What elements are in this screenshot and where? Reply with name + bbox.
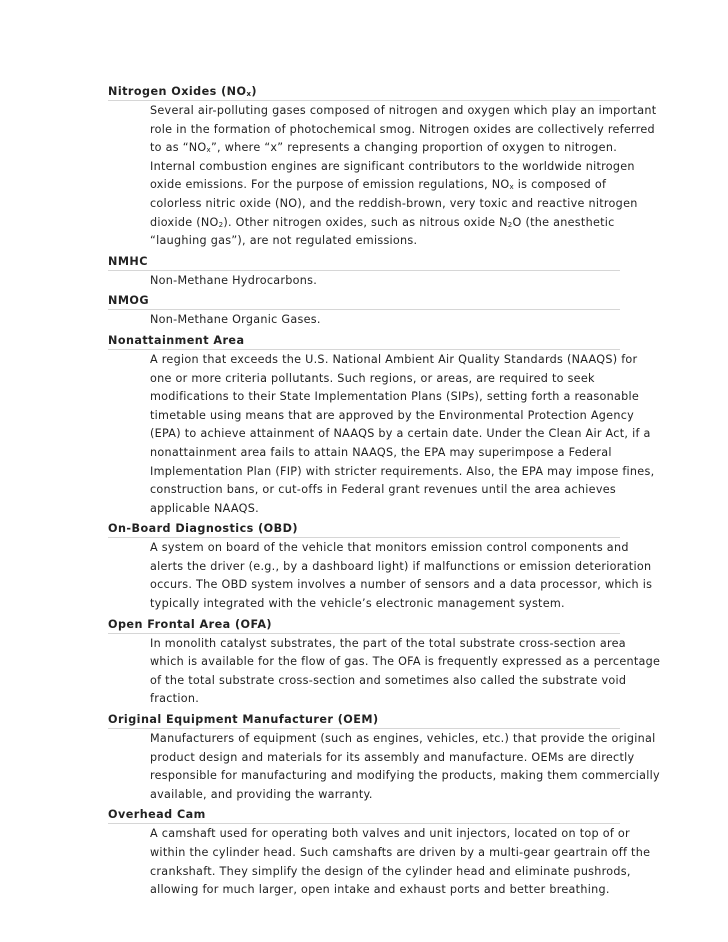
term-heading: Overhead Cam bbox=[108, 805, 620, 824]
definition-text: which is available for the flow of gas. The OFA is frequently expressed as a percentage bbox=[150, 655, 661, 669]
definition-text: timetable using means that are approved by the Environmental Protection Agency bbox=[150, 408, 635, 422]
definition-text: oxide emissions. For the purpose of emission regulations, NO bbox=[150, 178, 510, 192]
definition-line bbox=[150, 139, 620, 158]
definition-text: allowing for much larger, open intake and exhaust ports and better breathing. bbox=[150, 883, 610, 897]
glossary-entry-ofa bbox=[108, 615, 661, 710]
definition-text: Non-Methane Organic Gases. bbox=[150, 313, 321, 327]
subscript-text: 2 bbox=[507, 220, 513, 229]
definition-text: ). Other nitrogen oxides, such as nitrous oxide N bbox=[223, 215, 508, 229]
subscript-text: 2 bbox=[218, 220, 224, 229]
term-heading: On-Board Diagnostics (OBD) bbox=[108, 519, 620, 538]
definition-line bbox=[150, 370, 620, 389]
definition-line bbox=[150, 272, 620, 291]
definition-line bbox=[150, 500, 620, 519]
term-definition bbox=[150, 538, 653, 614]
definition-text: alerts the driver (e.g., by a dashboard light) if malfunctions or emission deterioration bbox=[150, 559, 652, 573]
definition-line bbox=[150, 232, 620, 251]
definition-line bbox=[150, 635, 626, 654]
definition-text: ”, where “x” represents a changing proportion of oxygen to nitrogen. bbox=[210, 141, 618, 155]
definition-text: fraction. bbox=[150, 692, 200, 706]
definition-line bbox=[150, 351, 638, 370]
term-definition bbox=[150, 101, 657, 252]
definition-line bbox=[150, 881, 620, 900]
glossary-entry-overhead-cam bbox=[108, 805, 651, 900]
definition-line bbox=[150, 539, 629, 558]
definition-line bbox=[150, 102, 657, 121]
term-definition bbox=[150, 310, 620, 331]
definition-line bbox=[150, 767, 660, 786]
definition-text: of the total substrate cross-section and sometimes also called the substrate void bbox=[150, 673, 627, 687]
definition-line bbox=[150, 176, 620, 195]
term-heading: NMOG bbox=[108, 291, 620, 310]
glossary-entry-nmhc bbox=[108, 252, 620, 292]
subscript-text: x bbox=[509, 183, 514, 192]
definition-text: A camshaft used for operating both valves and unit injectors, located on top of or bbox=[150, 827, 630, 841]
definition-text: one or more criteria pollutants. Such regions, or areas, are required to seek bbox=[150, 371, 595, 385]
term-heading: Nonattainment Area bbox=[108, 331, 620, 350]
definition-line bbox=[150, 825, 630, 844]
definition-line bbox=[150, 388, 640, 407]
definition-line bbox=[150, 730, 656, 749]
definition-line bbox=[150, 863, 631, 882]
term-definition bbox=[150, 824, 651, 900]
definition-line bbox=[150, 672, 627, 691]
definition-text: A region that exceeds the U.S. National Ambient Air Quality Standards (NAAQS) for bbox=[150, 352, 638, 366]
definition-text: occurs. The OBD system involves a number of sensors and a data processor, which is bbox=[150, 578, 653, 592]
glossary-entry-oem bbox=[108, 710, 660, 805]
definition-line bbox=[150, 481, 620, 500]
definition-text: Internal combustion engines are significant contributors to the worldwide nitrogen bbox=[150, 159, 635, 173]
term-definition bbox=[150, 634, 661, 710]
definition-line bbox=[150, 214, 620, 233]
term-heading: Original Equipment Manufacturer (OEM) bbox=[108, 710, 620, 729]
definition-line bbox=[150, 425, 651, 444]
term-heading bbox=[108, 82, 620, 101]
definition-text: available, and providing the warranty. bbox=[150, 787, 373, 801]
definition-line bbox=[150, 690, 620, 709]
definition-text: “laughing gas”), are not regulated emissions. bbox=[150, 234, 418, 248]
definition-line bbox=[150, 844, 651, 863]
definition-text: Manufacturers of equipment (such as engines, vehicles, etc.) that provide the original bbox=[150, 732, 656, 746]
definition-text: product design and materials for its assembly and manufacture. OEMs are directly bbox=[150, 750, 635, 764]
definition-text: Several air-polluting gases composed of nitrogen and oxygen which play an important bbox=[150, 104, 657, 117]
definition-text: colorless nitric oxide (NO), and the reddish-brown, very toxic and reactive nitrogen bbox=[150, 196, 638, 210]
term-subscript: x bbox=[246, 90, 252, 98]
definition-line bbox=[150, 786, 620, 805]
definition-line bbox=[150, 121, 655, 140]
term-heading: NMHC bbox=[108, 252, 620, 271]
glossary-entry-nonattainment-area bbox=[108, 331, 655, 519]
definition-line bbox=[150, 749, 635, 768]
glossary-page bbox=[108, 82, 661, 901]
definition-text: nonattainment area fails to attain NAAQS, the EPA may superimpose a Federal bbox=[150, 445, 612, 459]
definition-text: within the cylinder head. Such camshafts are driven by a multi-gear geartrain off the bbox=[150, 846, 651, 859]
definition-text: is composed of bbox=[513, 178, 607, 192]
definition-line bbox=[150, 195, 638, 214]
definition-line bbox=[150, 463, 655, 482]
definition-line bbox=[150, 576, 653, 595]
definition-text: construction bans, or cut-offs in Federal grant revenues until the area achieves bbox=[150, 483, 617, 497]
definition-text: A system on board of the vehicle that monitors emission control components and bbox=[150, 541, 629, 555]
definition-line bbox=[150, 158, 635, 177]
definition-text: Implementation Plan (FIP) with stricter requirements. Also, the EPA may impose fines, bbox=[150, 464, 655, 478]
definition-line bbox=[150, 653, 661, 672]
definition-text: In monolith catalyst substrates, the part of the total substrate cross-section area bbox=[150, 636, 626, 650]
definition-text: Non-Methane Hydrocarbons. bbox=[150, 273, 318, 287]
term-definition bbox=[150, 350, 655, 519]
definition-text: applicable NAAQS. bbox=[150, 501, 259, 515]
definition-text: typically integrated with the vehicle’s electronic management system. bbox=[150, 597, 565, 611]
definition-line bbox=[150, 407, 635, 426]
glossary-entry-nitrogen-oxides bbox=[108, 82, 657, 252]
definition-line bbox=[150, 444, 620, 463]
glossary-entry-obd bbox=[108, 519, 653, 614]
term-text-end: ) bbox=[251, 85, 257, 98]
definition-line bbox=[150, 311, 620, 330]
term-text: Nitrogen Oxides (NO bbox=[108, 85, 247, 98]
definition-text: crankshaft. They simplify the design of the cylinder head and eliminate pushrods, bbox=[150, 864, 631, 878]
definition-text: O (the anesthetic bbox=[512, 215, 615, 229]
term-heading: Open Frontal Area (OFA) bbox=[108, 615, 620, 634]
definition-line bbox=[150, 595, 620, 614]
term-definition bbox=[150, 729, 660, 805]
definition-text: responsible for manufacturing and modifying the products, making them commercially bbox=[150, 769, 660, 783]
definition-text: dioxide (NO bbox=[150, 215, 219, 229]
subscript-text: x bbox=[206, 146, 211, 155]
definition-text: role in the formation of photochemical smog. Nitrogen oxides are collectively referred bbox=[150, 122, 655, 136]
definition-text: modifications to their State Implementation Plans (SIPs), setting forth a reasonable bbox=[150, 390, 640, 404]
definition-line bbox=[150, 558, 652, 577]
glossary-entry-nmog bbox=[108, 291, 620, 331]
definition-text: to as “NO bbox=[150, 141, 207, 155]
definition-text: (EPA) to achieve attainment of NAAQS by a certain date. Under the Clean Air Act, if a bbox=[150, 427, 651, 441]
term-definition bbox=[150, 271, 620, 292]
